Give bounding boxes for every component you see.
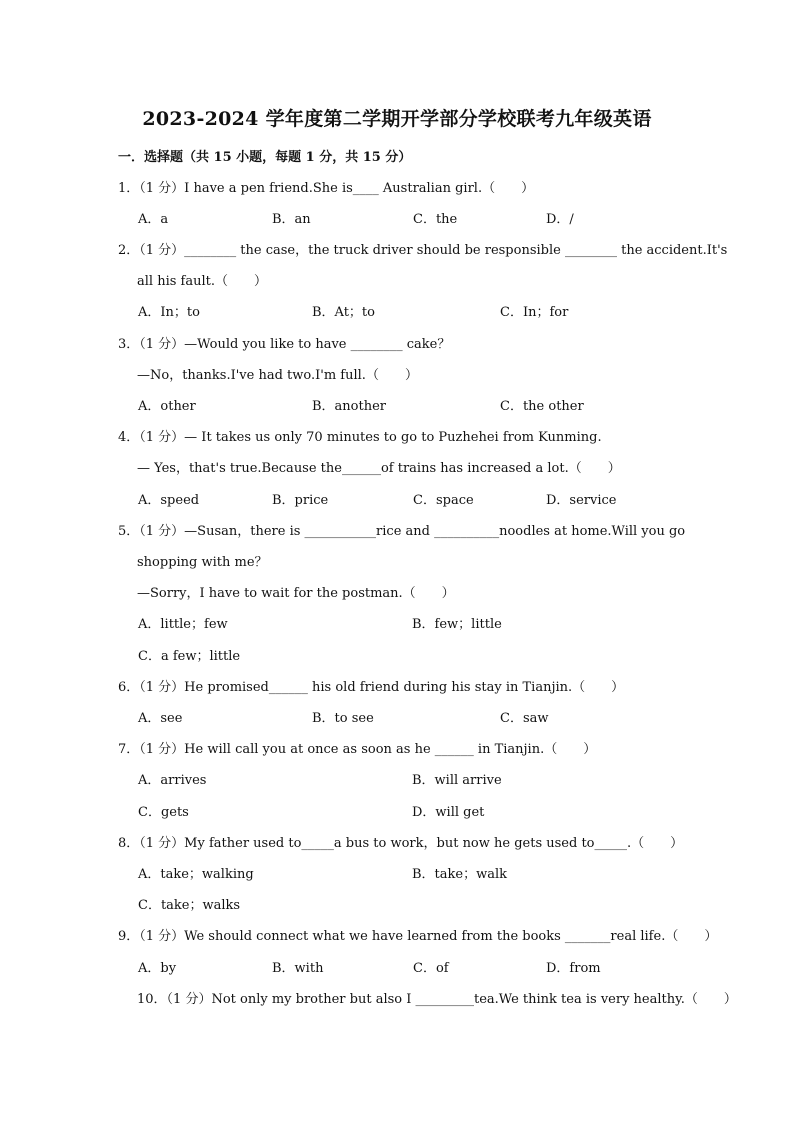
q4-option-d: D．service xyxy=(546,493,617,508)
q3-option-c: C．the other xyxy=(500,399,584,414)
question-4-stem-cont: — Yes，that's true.Because the______of trains has increased a lot.（ ） xyxy=(137,461,621,476)
question-4-stem: 4．（1 分）— It takes us only 70 minutes to go to Puzhehei from Kunming. xyxy=(118,430,602,445)
question-5-stem-cont: shopping with me？ xyxy=(137,555,268,570)
question-2-stem-cont: all his fault.（ ） xyxy=(137,274,267,289)
question-3-stem-cont: —No，thanks.I've had two.I'm full.（ ） xyxy=(137,368,418,383)
q3-option-a: A．other xyxy=(138,399,196,414)
section-heading: 一．选择题（共 15 小题，每题 1 分，共 15 分） xyxy=(118,150,412,165)
q9-option-d: D．from xyxy=(546,961,601,976)
question-5-stem-reply: —Sorry，I have to wait for the postman.（ ） xyxy=(137,586,455,601)
q6-option-a: A．see xyxy=(138,711,183,726)
q4-option-c: C．space xyxy=(413,493,474,508)
q1-option-d: D．/ xyxy=(546,212,574,227)
q7-option-c: C．gets xyxy=(138,805,189,820)
question-7-stem: 7．（1 分）He will call you at once as soon as he ______ in Tianjin.（ ） xyxy=(118,742,597,757)
q7-option-b: B．will arrive xyxy=(412,773,502,788)
q8-option-c: C．take；walks xyxy=(138,898,241,913)
q1-option-a: A．a xyxy=(138,212,169,227)
q6-option-b: B．to see xyxy=(312,711,374,726)
q9-option-b: B．with xyxy=(272,961,324,976)
q8-option-a: A．take；walking xyxy=(138,867,254,882)
q5-option-a: A．little；few xyxy=(138,617,228,632)
q2-option-b: B．At；to xyxy=(312,305,375,320)
question-5-stem: 5．（1 分）—Susan，there is ___________rice and __________noodles at home.Will you go xyxy=(118,524,686,539)
q1-option-c: C．the xyxy=(413,212,458,227)
q5-option-b: B．few；little xyxy=(412,617,502,632)
question-1-stem: 1．（1 分）I have a pen friend.She is____ Australian girl.（ ） xyxy=(118,181,535,196)
q4-option-a: A．speed xyxy=(138,493,200,508)
q7-option-d: D．will get xyxy=(412,805,485,820)
q3-option-b: B．another xyxy=(312,399,387,414)
q9-option-a: A．by xyxy=(138,961,177,976)
q1-option-b: B．an xyxy=(272,212,311,227)
question-8-stem: 8．（1 分）My father used to_____a bus to work，but now he gets used to_____.（ ） xyxy=(118,836,684,851)
question-9-stem: 9．（1 分）We should connect what we have learned from the books _______real life.（ ） xyxy=(118,929,718,944)
q8-option-b: B．take；walk xyxy=(412,867,508,882)
q4-option-b: B．price xyxy=(272,493,329,508)
q6-option-c: C．saw xyxy=(500,711,549,726)
q5-option-c: C．a few；little xyxy=(138,649,241,664)
q9-option-c: C．of xyxy=(413,961,449,976)
question-6-stem: 6．（1 分）He promised______ his old friend during his stay in Tianjin.（ ） xyxy=(118,680,625,695)
question-10-stem: 10．（1 分）Not only my brother but also I _________tea.We think tea is very healthy.（ ） xyxy=(137,992,737,1007)
q2-option-c: C．In；for xyxy=(500,305,569,320)
q2-option-a: A．In；to xyxy=(138,305,200,320)
q7-option-a: A．arrives xyxy=(138,773,207,788)
question-2-stem: 2．（1 分）________ the case，the truck driver should be responsible ________ the accident.It's xyxy=(118,243,728,258)
question-3-stem: 3．（1 分）—Would you like to have ________ cake？ xyxy=(118,337,451,352)
page-title: 2023-2024 学年度第二学期开学部分学校联考九年级英语 xyxy=(142,108,652,130)
